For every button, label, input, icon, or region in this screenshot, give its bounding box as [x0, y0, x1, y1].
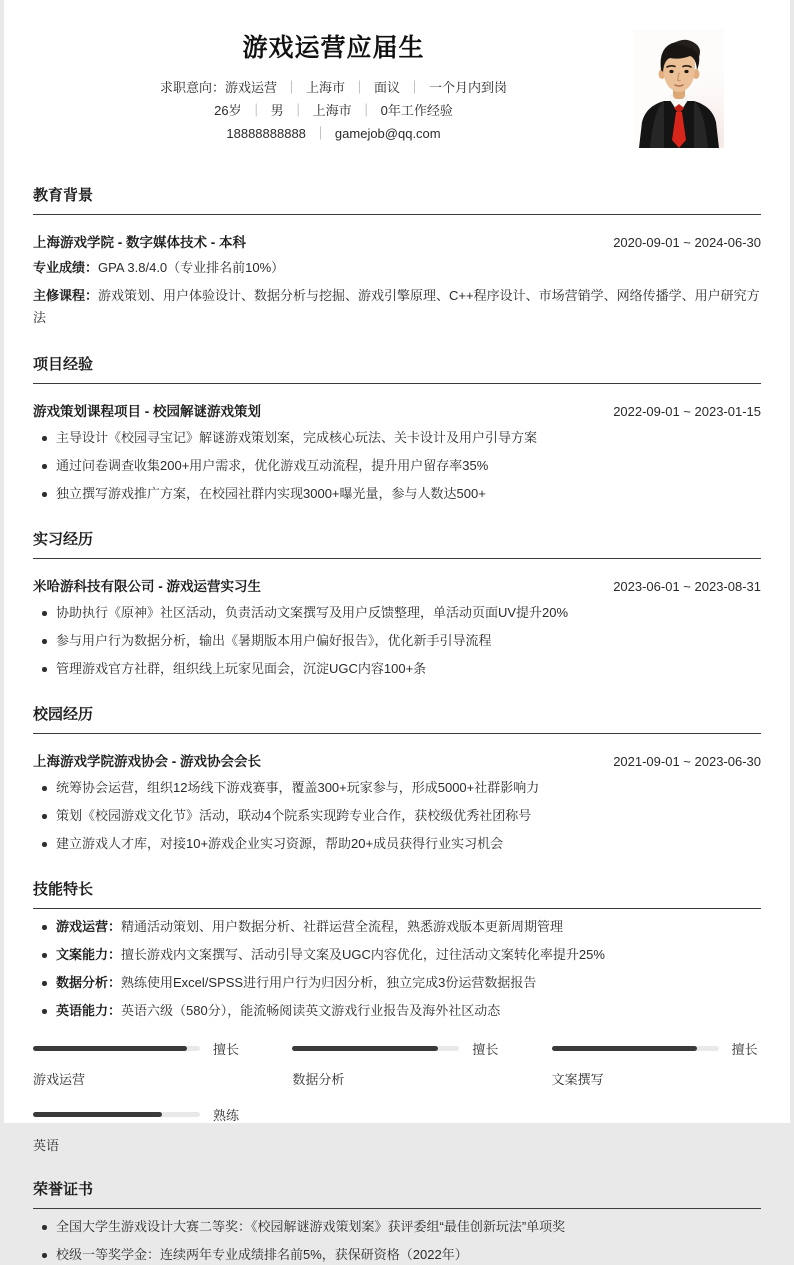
project-bullets — [33, 428, 761, 504]
skill-bar-fill — [292, 1046, 437, 1051]
education-gpa-row — [33, 257, 761, 279]
contact-phone: 18888888888 — [226, 126, 306, 141]
section-education — [33, 184, 761, 329]
skill-bar-row — [552, 1039, 761, 1058]
bullet-item — [33, 917, 761, 937]
skill-bars — [33, 1039, 761, 1154]
job-intent-salary: 面议 — [374, 80, 401, 95]
contact-line — [33, 122, 634, 145]
skill-bar-row — [33, 1039, 242, 1058]
job-intent-label: 求职意向： — [159, 80, 225, 95]
internship-entry-head — [33, 575, 761, 595]
campus-date: 2021-09-01 ~ 2023-06-30 — [613, 754, 761, 769]
profile-city: 上海市 — [312, 103, 352, 118]
separator: ｜ — [313, 126, 327, 141]
skill-level-label: 擅长 — [213, 1042, 240, 1057]
bullet-item: 策划《校园游戏文化节》活动，联动4个院系实现跨专业合作，获校级优秀社团称号 — [33, 806, 761, 826]
page-title: 游戏运营应届生 — [242, 34, 425, 62]
skill-level-label: 熟练 — [213, 1108, 240, 1123]
skill-label: 英语能力： — [56, 1003, 122, 1018]
skill-bar-fill — [33, 1046, 187, 1051]
skill-bar-fill — [552, 1046, 697, 1051]
separator: ｜ — [359, 103, 373, 118]
separator: ｜ — [353, 80, 367, 95]
honors-bullets — [33, 1217, 761, 1265]
skill-bar — [292, 1039, 501, 1088]
skill-name: 游戏运营 — [33, 1072, 86, 1087]
section-title-skills: 技能特长 — [33, 878, 761, 909]
section-campus — [33, 703, 761, 854]
skill-text: 精通活动策划、用户数据分析、社群运营全流程，熟悉游戏版本更新周期管理 — [121, 919, 564, 934]
section-honors — [33, 1178, 761, 1265]
bullet-item: 协助执行《原神》社区活动，负责活动文案撰写及用户反馈整理，单活动页面UV提升20% — [33, 603, 761, 623]
profile-photo — [634, 30, 724, 148]
profile-line — [33, 99, 634, 122]
skills-bullets — [33, 917, 761, 1021]
gpa-label: 专业成绩： — [33, 260, 99, 275]
profile-experience: 0年工作经验 — [380, 103, 453, 118]
skill-name: 英语 — [33, 1138, 60, 1153]
bullet-item: 统筹协会运营，组织12场线下游戏赛事，覆盖300+玩家参与，形成5000+社群影响力 — [33, 778, 761, 798]
skill-bar-track — [292, 1046, 459, 1051]
education-courses-row — [33, 285, 761, 329]
project-date: 2022-09-01 ~ 2023-01-15 — [613, 404, 761, 419]
section-title-education: 教育背景 — [33, 184, 761, 215]
bullet-item — [33, 945, 761, 965]
campus-entry-head — [33, 750, 761, 770]
resume-page — [4, 0, 790, 1262]
education-date: 2020-09-01 ~ 2024-06-30 — [613, 235, 761, 250]
section-title-honors: 荣誉证书 — [33, 1178, 761, 1209]
separator: ｜ — [249, 103, 263, 118]
bullet-item: 参与用户行为数据分析，输出《暑期版本用户偏好报告》，优化新手引导流程 — [33, 631, 761, 651]
header-text-block — [33, 22, 634, 148]
bullet-item: 管理游戏官方社群，组织线上玩家见面会，沉淀UGC内容100+条 — [33, 659, 761, 679]
skill-bar-row — [292, 1039, 501, 1058]
section-project — [33, 353, 761, 504]
skill-bar — [33, 1105, 242, 1154]
campus-bullets — [33, 778, 761, 854]
section-title-campus: 校园经历 — [33, 703, 761, 734]
skill-bar — [552, 1039, 761, 1088]
resume-header — [33, 0, 761, 148]
skill-name: 数据分析 — [292, 1072, 345, 1087]
profile-age: 26岁 — [214, 103, 242, 118]
section-internship — [33, 528, 761, 679]
education-school: 上海游戏学院 - 数字媒体技术 - 本科 — [33, 235, 246, 250]
job-intent-availability: 一个月内到岗 — [429, 80, 508, 95]
bullet-item: 通过问卷调查收集200+用户需求，优化游戏互动流程，提升用户留存率35% — [33, 456, 761, 476]
person-portrait-illustration — [634, 30, 724, 148]
skill-text: 英语六级（580分），能流畅阅读英文游戏行业报告及海外社区动态 — [121, 1003, 501, 1018]
job-intent-position: 游戏运营 — [224, 80, 277, 95]
section-skills — [33, 878, 761, 1154]
gpa-value: GPA 3.8/4.0（专业排名前10%） — [98, 260, 285, 275]
job-intent-line — [33, 76, 634, 99]
skill-bar-track — [552, 1046, 719, 1051]
skill-text: 熟练使用Excel/SPSS进行用户行为归因分析，独立完成3份运营数据报告 — [121, 975, 537, 990]
separator: ｜ — [284, 80, 298, 95]
skill-bar-track — [33, 1112, 200, 1117]
internship-bullets — [33, 603, 761, 679]
bullet-item — [33, 1001, 761, 1021]
campus-organization: 上海游戏学院游戏协会 - 游戏协会会长 — [33, 754, 261, 769]
internship-company: 米哈游科技有限公司 - 游戏运营实习生 — [33, 579, 261, 594]
section-title-internship: 实习经历 — [33, 528, 761, 559]
skill-bar-row — [33, 1105, 242, 1124]
bullet-item: 校级一等奖学金：连续两年专业成绩排名前5%，获保研资格（2022年） — [33, 1245, 761, 1265]
skill-level-label: 擅长 — [731, 1042, 758, 1057]
bullet-item: 主导设计《校园寻宝记》解谜游戏策划案，完成核心玩法、关卡设计及用户引导方案 — [33, 428, 761, 448]
skill-text: 擅长游戏内文案撰写、活动引导文案及UGC内容优化，过往活动文案转化率提升25% — [121, 947, 605, 962]
job-intent-city: 上海市 — [305, 80, 345, 95]
skill-label: 文案能力： — [56, 947, 122, 962]
bullet-item: 独立撰写游戏推广方案，在校园社群内实现3000+曝光量，参与人数达500+ — [33, 484, 761, 504]
skill-level-label: 擅长 — [472, 1042, 499, 1057]
skill-label: 游戏运营： — [56, 919, 122, 934]
bullet-item — [33, 973, 761, 993]
contact-email: gamejob@qq.com — [334, 126, 441, 141]
courses-value: 游戏策划、用户体验设计、数据分析与挖掘、游戏引擎原理、C++程序设计、市场营销学、网络传播学、用户研究方法 — [33, 288, 760, 325]
skill-label: 数据分析： — [56, 975, 122, 990]
bullet-item: 全国大学生游戏设计大赛二等奖：《校园解谜游戏策划案》获评委组“最佳创新玩法”单项奖 — [33, 1217, 761, 1237]
separator: ｜ — [291, 103, 305, 118]
skill-bar-track — [33, 1046, 200, 1051]
internship-date: 2023-06-01 ~ 2023-08-31 — [613, 579, 761, 594]
skill-name: 文案撰写 — [551, 1072, 604, 1087]
skill-bar-fill — [33, 1112, 162, 1117]
profile-gender: 男 — [270, 103, 284, 118]
project-entry-head — [33, 400, 761, 420]
bullet-item: 建立游戏人才库，对接10+游戏企业实习资源，帮助20+成员获得行业实习机会 — [33, 834, 761, 854]
education-entry-head — [33, 231, 761, 251]
skill-bar — [33, 1039, 242, 1088]
separator: ｜ — [408, 80, 422, 95]
section-title-project: 项目经验 — [33, 353, 761, 384]
courses-label: 主修课程： — [33, 288, 99, 303]
project-name: 游戏策划课程项目 - 校园解谜游戏策划 — [33, 404, 261, 419]
